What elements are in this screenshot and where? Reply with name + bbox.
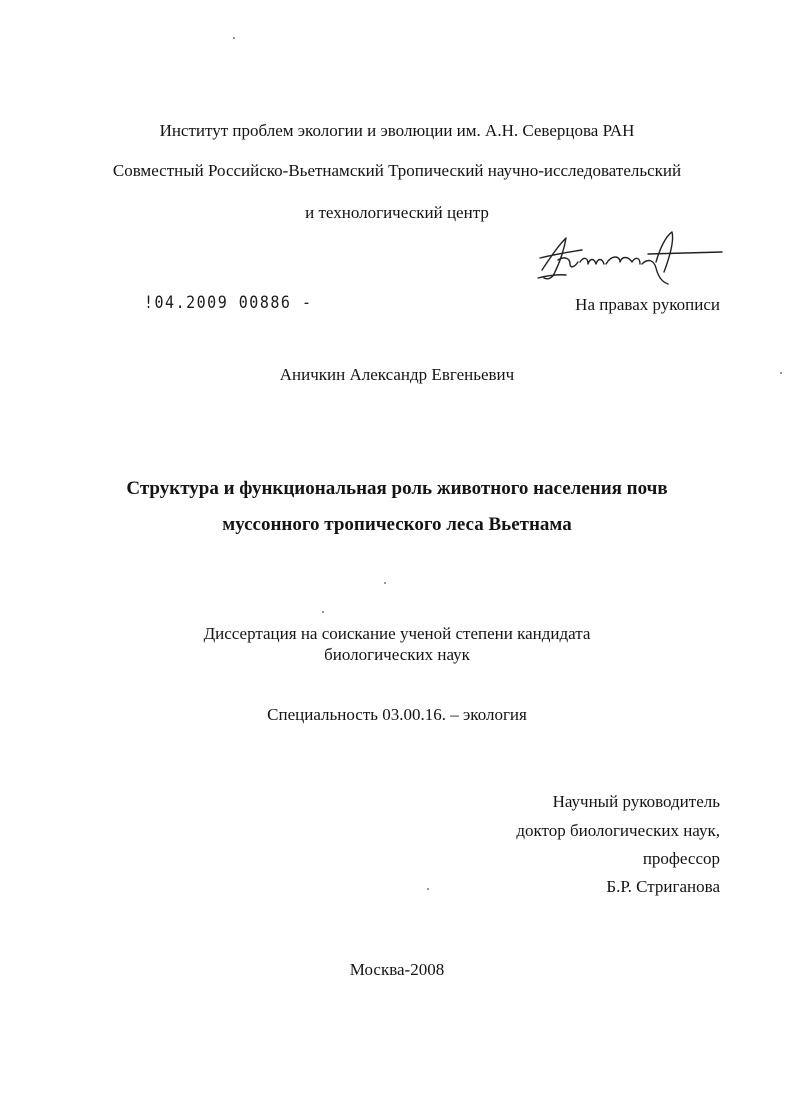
- degree-line1: Диссертация на соискание ученой степени кандидата: [203, 624, 591, 643]
- scan-speck: [427, 888, 429, 890]
- advisor-rank: профессор: [642, 849, 720, 868]
- advisor-name: Б.Р. Стриганова: [606, 877, 720, 896]
- scan-speck: [384, 582, 386, 584]
- registration-stamp: !04.2009 00886 -: [144, 292, 313, 313]
- center-name-line2: и технологический центр: [305, 203, 489, 222]
- city-year: Москва-2008: [349, 960, 445, 979]
- thesis-title-line1: Структура и функциональная роль животного населения почв: [126, 478, 668, 499]
- advisor-degree: доктор биологических наук,: [516, 821, 720, 840]
- institute-name: Институт проблем экологии и эволюции им. А.Н. Северцова РАН: [159, 121, 635, 140]
- advisor-label: Научный руководитель: [552, 792, 720, 811]
- rights-note: На правах рукописи: [575, 295, 720, 314]
- handwritten-signature: [536, 228, 726, 288]
- author-name: Аничкин Александр Евгеньевич: [279, 365, 515, 384]
- degree-line2: биологических наук: [324, 645, 470, 664]
- scan-speck: [780, 372, 782, 374]
- scan-speck: [233, 37, 235, 39]
- scan-speck: [322, 611, 324, 613]
- thesis-title-line2: муссонного тропического леса Вьетнама: [222, 514, 572, 535]
- center-name-line1: Совместный Российско-Вьетнамский Тропический научно-исследовательский: [112, 161, 682, 180]
- specialty: Специальность 03.00.16. – экология: [267, 705, 527, 724]
